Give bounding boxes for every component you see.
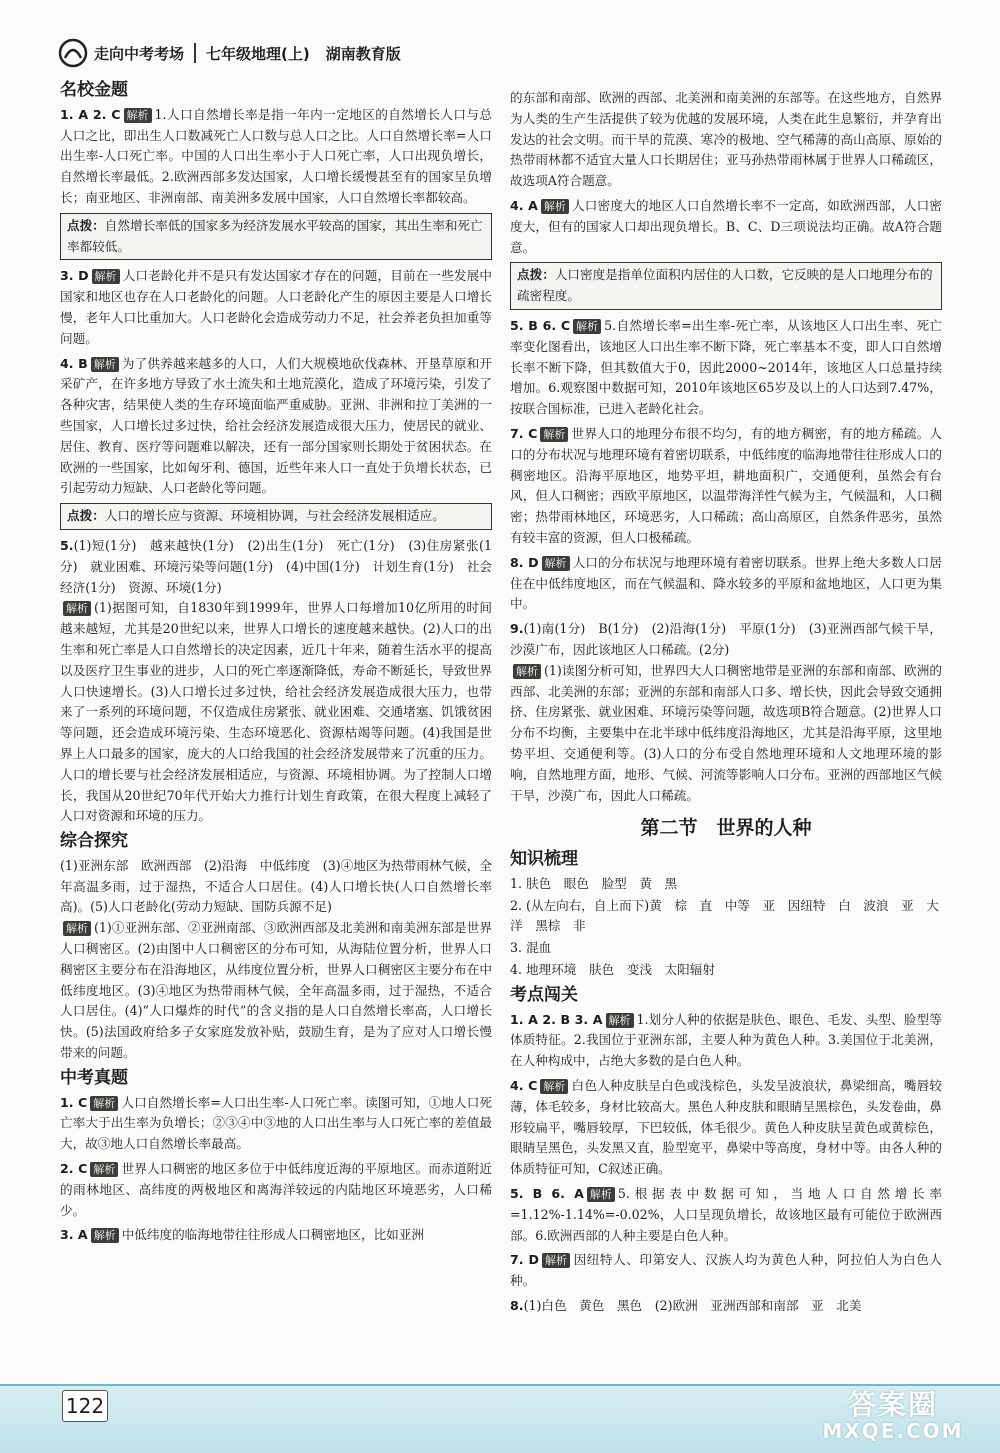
tip-box: 点拨：人口的增长应与资源、环境相协调，与社会经济发展相适应。: [60, 503, 492, 530]
analysis-tag: 解析: [63, 601, 91, 616]
header-grade: 七年级地理(上): [206, 44, 310, 63]
answer-item: 1. A 2. B 3. A 解析 1.划分人种的依据是肤色、眼色、毛发、头型、脸型等体质特征。2.我国位于亚洲东部，主要人种为黄色人种。3.美国位于北美洲，在人种构成中，占绝大多数的是白色人种。: [510, 1011, 942, 1069]
footer-divider: [0, 1384, 1000, 1386]
answer-item: 2. C 解析 世界人口稠密的地区多位于中低纬度近海的平原地区。而赤道附近的雨林地区、高纬度的两极地区和离海洋较远的内陆地区环境恶劣，人口稀少。: [60, 1161, 493, 1218]
analysis-tag: 解析: [124, 108, 152, 123]
section-title-zonghe: 综合探究: [60, 831, 128, 852]
answer-item: 4. A 解析 人口密度大的地区人口自然增长率不一定高，如欧洲西部，人口密度大，但有的国家人口却出现负增长。B、C、D三项说法均正确。故A符合题意。: [510, 197, 943, 255]
answer-item: 4. B 解析 为了供养越来越多的人口，人们大规模地砍伐森林、开垦草原和开采矿产，在许多地方导致了水土流失和土地荒漠化，造成了环境污染，引发了各种灾害，结果使人类的生存环境面临严重威胁。亚洲、非洲和拉丁美洲的一些国家，人口增长过多过快，给社会经济发展造成很大压力，使居民的就业、居住、教育、医疗等问题难以解决，还有一部分国家则长期处于贫困状态。在欧洲的一些国家，比如匈牙利、德国，近些年来人口一直处于负增长状态，已引起劳动力短缺、人口老龄化等问题。: [60, 355, 493, 496]
knowledge-item: 2. (从左向右，自上而下)黄 棕 直 中等 亚 因纽特 白 波浪 亚 大洋 黑棕 非: [510, 897, 939, 934]
section-title-zhongkao: 中考真题: [60, 1067, 128, 1088]
tip-box: 点拨：人口密度是指单位面积内居住的人口数，它反映的是人口地理分布的疏密程度。: [510, 262, 942, 310]
watermark-text: 答案圈: [847, 1388, 938, 1421]
analysis-tag: 解析: [90, 1162, 118, 1177]
brand-logo-icon: [58, 38, 88, 68]
answer-item: 4. C 解析 白色人种皮肤呈白色或浅棕色，头发呈波浪状，鼻梁细高，嘴唇较薄，体毛较多，身材比较高大。黑色人种皮肤和眼睛呈黑棕色，头发卷曲，鼻形较扁平，嘴唇较厚，下巴较低，体毛很少。黄色人种皮肤呈黄色或黄棕色，眼睛呈黑色，头发黑又直，脸型宽平，鼻梁中等高度，身材中等。由各人种的体质特征可知，C叙述正确。: [510, 1078, 943, 1177]
answer-item: 5.(1)短(1分) 越来越快(1分) (2)出生(1分) 死亡(1分) (3)住房紧张(1分) 就业困难、环境污染等问题(1分) (4)中国(1分) 计划生育(1分) 社会经济(1分) 资源、环境(1分) 解析 (1)据图可知，自1830年到1999年，世界人口每增加10亿所用的时间越来越短，尤其是20世纪以来，世界人口增长的速度越来越快。(2)人口的出生率和死亡率是人口自然增长的决定因素，近几十年来，随着生活水平的提高以及医疗卫生事业的进步，人口的死亡率逐渐降低，寿命不断延长，导致世界人口快速增长。(3)人口增长过多过快，给社会经济发展造成很大压力，也带来了一系列的环境问题，不仅造成住房紧张、就业困难、交通堵塞、饥饿贫困等问题，还会造成环境污染、生态环境恶化、资源枯竭等问题。(4)我国是世界上人口最多的国家，庞大的人口给我国的社会经济发展带来了沉重的压力。人口的增长要与社会经济发展相适应，与资源、环境相协调。为了控制人口增长，我国从20世纪70年代开始大力推行计划生育政策，在很大程度上减轻了人口对资源和环境的压力。: [60, 537, 492, 824]
analysis-tag: 解析: [540, 427, 568, 442]
answer-item: 3. A 解析 中低纬度的临海地带往往形成人口稠密地区，比如亚洲: [60, 1227, 424, 1243]
answer-item: 5. B 6. C 解析 5.自然增长率=出生率-死亡率，从该地区人口出生率、死亡率变化图看出，该地区人口出生率不断下降，死亡率基本不变，即人口自然增长率不断下降，但其数值大于0，因此2000~2014年，该地区人口总量持续增加。6.观察图中数据可知，2010年该地区65岁及以上的人口达到7.47%，按联合国标准，已进入老龄化社会。: [510, 317, 942, 417]
header-brand: 走向中考考场: [94, 44, 185, 63]
analysis-tag: 解析: [540, 1079, 568, 1094]
analysis-tag: 解析: [573, 319, 601, 334]
answer-continued: 的东部和南部、欧洲的西部、北美洲和南美洲的东部等。在这些地方，自然界为人类的生产生活提供了较为优越的发展环境，人类在此生息繁衍，并孕育出发达的社会文明。而干旱的荒漠、寒冷的极地、空气稀薄的高山高原、原始的热带雨林都不适宜大量人口长期居住；亚马孙热带雨林属于世界人口稀疏区，故选项A符合题意。: [510, 90, 942, 189]
analysis-tag: 解析: [587, 1187, 615, 1202]
answer-item: 9.(1)南(1分) B(1分) (2)沿海(1分) 平原(1分) (3)亚洲西部气候干旱，沙漠广布，因此该地区人口稀疏。(2分) 解析 (1)读图分析可知，世界四大人口稠密地带是亚洲的东部和南部、欧洲的西部、北美洲的东部；亚洲的东部和南部人口多、增长快，因此会导致交通拥挤、住房紧张、就业困难、环境污染等问题，故选项B符合题意。(2)世界人口分布不均衡，主要集中在北半球中低纬度沿海地区，尤其是沿海平原，这里地势平坦、交通便利等。(3)人口的分布受自然地理环境和人文地理环境的影响，自然地理方面，地形、气候、河流等影响人口分布。亚洲的西部地区气候干旱，沙漠广布，因此人口稀疏。: [510, 621, 942, 803]
section-title-kaodian: 考点闯关: [510, 984, 578, 1005]
analysis-tag: 解析: [92, 269, 120, 284]
header-edition: 湖南教育版: [325, 44, 401, 63]
section-title-mingxiao: 名校金题: [60, 80, 128, 100]
watermark-logo: [808, 1388, 978, 1448]
analysis-tag: 解析: [91, 1228, 119, 1243]
analysis-tag: 解析: [63, 921, 91, 936]
analysis-tag: 解析: [90, 1096, 118, 1111]
answer-item: 8.(1)白色 黄色 黑色 (2)欧洲 亚洲西部和南部 亚 北美: [510, 1298, 862, 1314]
watermark-url: MXQE.COM: [822, 1419, 964, 1443]
right-column: [510, 88, 942, 1321]
answer-item: 7. C 解析 世界人口的地理分布很不均匀，有的地方稠密，有的地方稀疏。人口的分布状况与地理环境有着密切联系，中低纬度的临海地带往往形成人口的稠密地区。沿海平原地区，地势平坦，耕地面积广，交通便利，虽然会有台风，但人口稠密；西欧平原地区，以温带海洋性气候为主，气候温和，人口稠密；热带雨林地区，环境恶劣，人口稀疏；高山高原区，自然条件恶劣，虽然有较丰富的资源，但人口极稀疏。: [510, 425, 943, 545]
answer-item: 3. D 解析 人口老龄化并不是只有发达国家才存在的问题，目前在一些发展中国家和地区也存在人口老龄化的问题。人口老龄化产生的原因主要是人口增长慢，老年人口比重加大。人口老龄化会造成劳动力不足，社会养老负担加重等问题。: [60, 268, 493, 346]
header-divider: [194, 43, 196, 63]
answer-item: 1. C 解析 人口自然增长率=人口出生率-人口死亡率。读图可知，①地人口死亡率大于出生率为负增长；②③④中③地的人口出生率与人口死亡率的差值最大，故③地人口自然增长率最高。: [60, 1094, 492, 1152]
knowledge-item: 1. 肤色 眼色 脸型 黄 黑: [510, 875, 678, 891]
analysis-tag: 解析: [542, 556, 570, 571]
answer-item: 8. D 解析 人口的分布状况与地理环境有着密切联系。世界上绝大多数人口居住在中低纬度地区，而在气候温和、降水较多的平原和盆地地区，人口更为集中。: [510, 554, 943, 612]
analysis-tag: 解析: [513, 664, 541, 679]
tip-box: 点拨：自然增长率低的国家多为经济发展水平较高的国家，其出生率和死亡率都较低。: [60, 213, 492, 261]
knowledge-item: 3. 混血: [510, 940, 552, 956]
analysis-tag: 解析: [541, 199, 569, 214]
answer-item: 1. A 2. C 解析 1.人口自然增长率是指一年内一定地区的自然增长人口与总人口之比，即出生人口数减死亡人口数与总人口之比。人口自然增长率=人口出生率-人口死亡率。中国的人口出生率小于人口死亡率，人口出现负增长，自然增长率最低。2.欧洲西部多发达国家，人口增长缓慢甚至有的国家呈负增长；南亚地区、非洲南部、南美洲多发展中国家，人口自然增长率都较高。: [60, 106, 492, 205]
analysis-tag: 解析: [542, 1253, 570, 1268]
section-title-zhishi: 知识梳理: [510, 849, 578, 870]
page-number: 122: [62, 1390, 108, 1422]
analysis-tag: 解析: [91, 357, 119, 372]
page-header: [58, 36, 518, 70]
chapter-section-title: 第二节 世界的人种: [640, 817, 812, 840]
left-column: [60, 76, 492, 1250]
answer-item: 7. D 解析 因纽特人、印第安人、汉族人均为黄色人种，阿拉伯人为白色人种。: [510, 1252, 943, 1289]
knowledge-item: 4. 地理环境 肤色 变浅 太阳辐射: [510, 962, 715, 978]
analysis-tag: 解析: [606, 1013, 634, 1028]
answer-item: 5. B 6. A 解析 5.根据表中数据可知，当地人口自然增长率=1.12%-1.14%=-0.02%，人口呈现负增长，故该地区最有可能位于欧洲西部。6.欧洲西部的人种主要是白色人种。: [510, 1186, 942, 1243]
answer-item: (1)亚洲东部 欧洲西部 (2)沿海 中低纬度 (3)④地区为热带雨林气候，全年高温多雨，过于湿热，不适合人口居住。(4)人口增长快(人口自然增长率高)。(5)人口老龄化(劳动力短缺、国防兵源不足) 解析 (1)①亚洲东部、②亚洲南部、③欧洲西部及北美洲和南美洲东部是世界人口稠密区。(2)由图中人口稠密区的分布可知，从海陆位置分析，世界人口稠密区主要分布在沿海地区，从纬度位置分析，世界人口稠密区主要分布在中低纬度地区。(3)④地区为热带雨林气候，全年高温多雨，过于湿热，不适合人口居住。(4)“人口爆炸的时代”的含义指的是人口自然增长率高，人口增长快。(5)法国政府给多子女家庭发放补贴，鼓励生育，是为了应对人口增长慢带来的问题。: [60, 857, 492, 1061]
